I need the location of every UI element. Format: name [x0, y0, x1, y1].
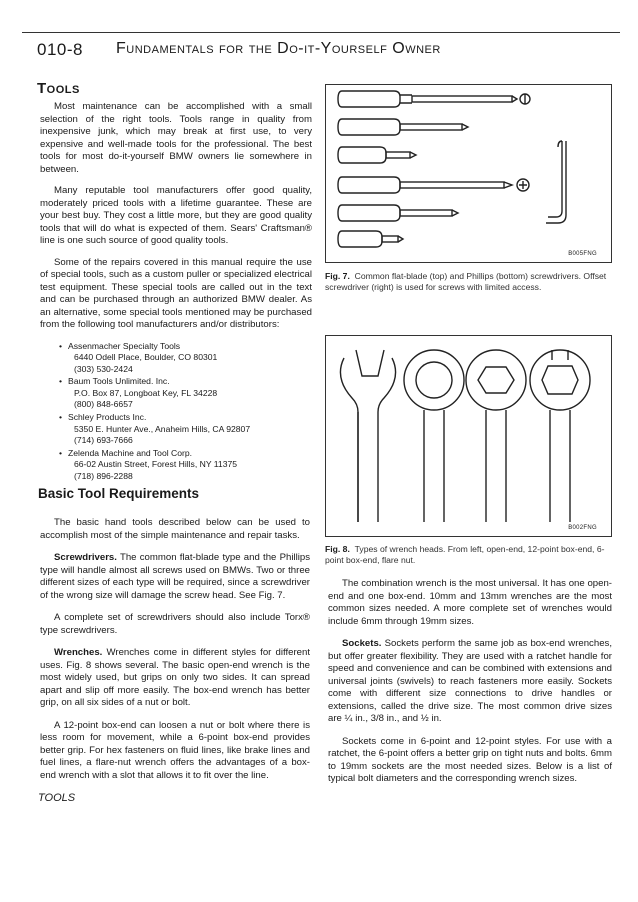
screwdrivers-illustration — [326, 85, 611, 262]
figure-8-wrenches — [325, 335, 612, 537]
paragraph-lead: Screwdrivers. — [54, 552, 117, 563]
figure-7-screwdrivers — [325, 84, 612, 263]
section-title: Tools — [37, 80, 80, 97]
intro-paragraph: Many reputable tool manufacturers offer good quality, moderately priced tools with a lifetime guarantee. These are your best buy. They cost a little more, but they are good quality tools that will do what is expected of them. Sears' Craftsman® line is one such source of good quality tools. — [40, 185, 312, 246]
paragraph-text: A complete set of screwdrivers should also include Torx® type screwdrivers. — [40, 612, 310, 636]
paragraph-text: The common flat-blade type and the Phillips type will handle almost all screws used on BMWs. Two or three different sizes of each type will be required, since a screwdriver of the wrong size will damage the screw head. See Fig. 7. — [40, 552, 310, 601]
figure-code: B002FNG — [568, 525, 597, 531]
manufacturer-item — [68, 341, 312, 376]
manufacturer-item — [68, 412, 312, 447]
paragraph-text: A 12-point box-end can loosen a nut or bolt where there is less room for movement, while a 6-point box-end provides better grip. For hex fasteners on fluid lines, like brake lines and fuel lines, a flare-nut wrench offers the advantages of a box-end wrench with a slot that allows it to fit over the line. — [40, 719, 310, 781]
manufacturer-address: 6440 Odell Place, Boulder, CO 80301 — [74, 352, 218, 363]
manufacturer-address: P.O. Box 87, Longboat Key, FL 34228 — [74, 387, 218, 398]
manufacturer-name: Assenmacher Specialty Tools — [68, 340, 181, 351]
manufacturer-name: Baum Tools Unlimited. Inc. — [68, 376, 170, 387]
manufacturer-phone: (714) 693-7666 — [74, 435, 133, 446]
body-paragraph — [40, 517, 310, 542]
paragraph-text: Sockets perform the same job as box-end wrenches, but offer greater flexibility. They are used with a ratchet handle for speed and convenience and can be combined with extensions and universal joints (swivels) to reach fasteners more easily. Sockets come with different size connections to drive handles or extensions, called the drive size. The most common drive sizes are ¼ in., 3/8 in., and ½ in. — [328, 638, 612, 724]
body-paragraph — [40, 647, 310, 710]
intro-column — [40, 101, 312, 484]
manufacturer-item — [68, 376, 312, 411]
caption-text: Common flat-blade (top) and Phillips (bottom) screwdrivers. Offset screwdriver (right) is used for screws with limited access. — [325, 271, 607, 292]
page-number: 010-8 — [37, 40, 83, 59]
paragraph-lead: Wrenches. — [54, 647, 103, 658]
body-paragraph — [40, 552, 310, 602]
manufacturer-address: 66-02 Austin Street, Forest Hills, NY 11375 — [74, 459, 238, 470]
paragraph-lead: Sockets. — [342, 638, 382, 649]
manufacturer-phone: (303) 530-2424 — [74, 363, 133, 374]
right-column — [328, 578, 612, 786]
footer-label: TOOLS — [38, 792, 76, 804]
paragraph-text: The basic hand tools described below can be used to accomplish most of the simple maintenance and repair tasks. — [40, 517, 310, 541]
manufacturer-phone: (800) 848-6657 — [74, 399, 133, 410]
body-paragraph — [40, 720, 310, 783]
header-title: Fundamentals for the Do-it-Yourself Owner — [116, 40, 441, 57]
wrenches-illustration — [326, 336, 611, 536]
caption-text: Types of wrench heads. From left, open-end, 12-point box-end, 6-point box-end, flare nut. — [325, 544, 605, 565]
figure-8-caption — [325, 544, 611, 565]
body-paragraph — [328, 736, 612, 786]
paragraph-text: Wrenches come in different styles for different uses. Fig. 8 shows several. The basic open-end wrench is the most widely used, but grips on only two sides. It can spread apart and slip off more easily. The box-end wrench has better grip, on all six sides of a nut or bolt. — [40, 647, 310, 708]
body-paragraph — [40, 612, 310, 637]
intro-paragraph: Some of the repairs covered in this manual require the use of special tools, such as a custom puller or specialized electrical test equipment. These special tools are called out in the text and can be purchased through an authorized BMW dealer. As an alternative, some special tools mentioned may be purchased from the following tool manufacturers and/or distributors: — [40, 256, 312, 330]
manufacturer-item — [68, 448, 312, 483]
manufacturer-address: 5350 E. Hunter Ave., Anaheim Hills, CA 92807 — [74, 423, 251, 434]
subsection-title: Basic Tool Requirements — [38, 486, 200, 501]
intro-paragraph: Most maintenance can be accomplished with a small selection of the right tools. Tools range in quality from inexpensive junk, which may break at first use, to very expensive and well-made tools for the professional. The best tools for most do-it-yourself BMW owners lie somewhere in between. — [40, 101, 312, 175]
basic-tools-column — [40, 517, 310, 782]
manufacturer-list — [40, 341, 312, 483]
header-rule — [22, 32, 620, 33]
manufacturer-phone: (718) 896-2288 — [74, 471, 133, 482]
manufacturer-name: Zelenda Machine and Tool Corp. — [68, 447, 193, 458]
paragraph-text: The combination wrench is the most universal. It has one open-end and one box-end. 10mm and 13mm wrenches are the most common sizes needed. A more complete set of wrenches would include 6mm through 19mm sizes. — [328, 578, 612, 627]
figure-label: Fig. 7. — [325, 271, 350, 281]
figure-7-caption — [325, 271, 611, 292]
paragraph-text: Sockets come in 6-point and 12-point styles. For use with a ratchet, the 6-point offers a better grip on tight nuts and bolts. 6mm to 19mm sockets are the most needed sizes. Below is a list of typical bolt diameters and the corresponding wrench sizes. — [328, 735, 612, 784]
figure-label: Fig. 8. — [325, 544, 350, 554]
manufacturer-name: Schley Products Inc. — [68, 412, 147, 423]
figure-code: B005FNG — [568, 251, 597, 257]
body-paragraph — [328, 638, 612, 726]
body-paragraph — [328, 578, 612, 628]
